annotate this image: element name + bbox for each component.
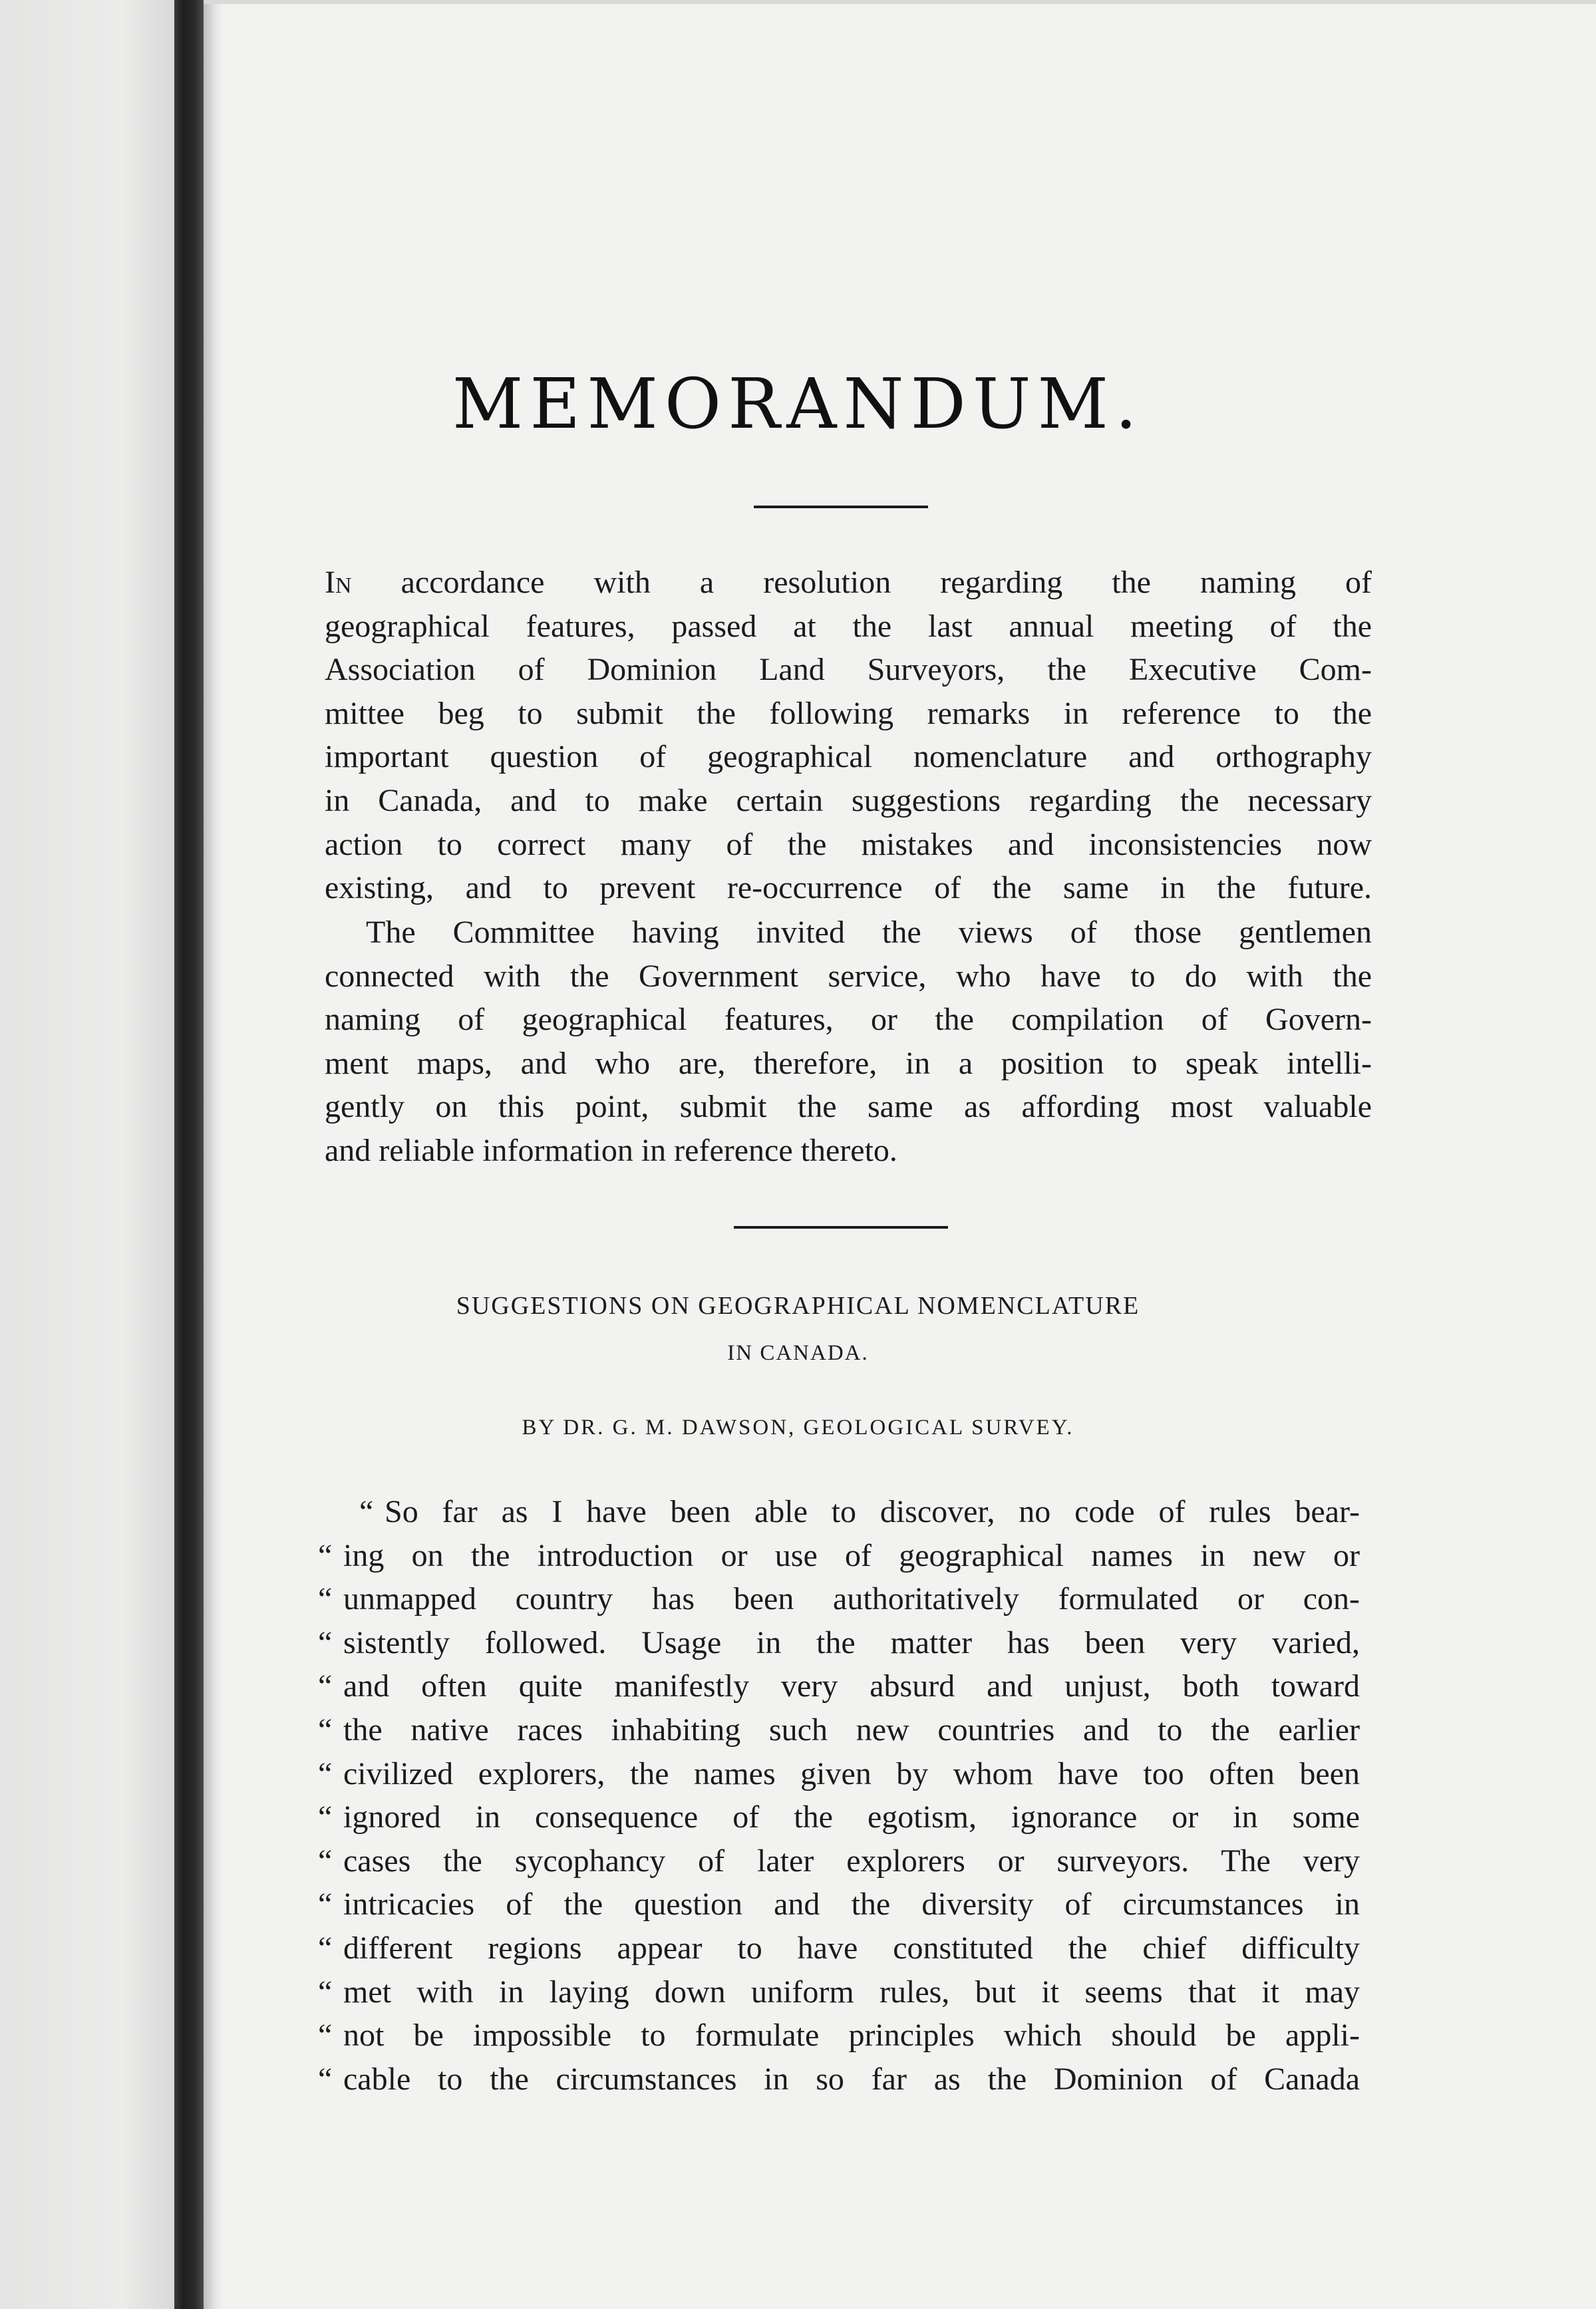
quote-line [318, 1621, 1360, 1665]
text-line: connected with the Government service, who have to do with the [325, 958, 1372, 994]
quote-text: not be impossible to formulate principles which should be appli- [343, 2018, 1360, 2054]
quote-mark: “ [318, 1930, 333, 1966]
quote-line [318, 1664, 1360, 1708]
quote-line [318, 1534, 1360, 1578]
quote-text: cable to the circumstances in so far as the Dominion of Canada [343, 2061, 1360, 2097]
quote-line [318, 1708, 1360, 1752]
quote-mark: “ [318, 1537, 333, 1573]
quote-mark: “ [318, 1799, 333, 1835]
binding-shadow [204, 0, 224, 2309]
quote-line [318, 2014, 1360, 2058]
quote-text: ing on the introduction or use of geographical names in new or [343, 1537, 1360, 1573]
quote-line [318, 1752, 1360, 1796]
quote-mark: “ [318, 2018, 333, 2054]
text-line: action to correct many of the mistakes and inconsistencies now [325, 826, 1372, 862]
paragraph-1 [325, 561, 1372, 910]
quote-mark: “ [318, 1887, 333, 1923]
quote-text: and often quite manifestly very absurd and unjust, both toward [343, 1668, 1360, 1704]
quote-mark: “ [318, 1974, 333, 2010]
quote-line [318, 1795, 1360, 1839]
quote-text: intricacies of the question and the diversity of circumstances in [343, 1887, 1360, 1923]
quote-mark: “ [318, 1668, 333, 1704]
section-rule [734, 1226, 948, 1229]
lead-word: In [325, 565, 352, 600]
text-line: The Committee having invited the views of those gentlemen [366, 915, 1372, 950]
text-line: in Canada, and to make certain suggestions regarding the necessary [325, 782, 1372, 818]
quote-text: sistently followed. Usage in the matter has been very varied, [343, 1624, 1360, 1660]
text-line: ment maps, and who are, therefore, in a position to speak intelli- [325, 1045, 1372, 1081]
byline: BY DR. G. M. DAWSON, GEOLOGICAL SURVEY. [522, 1416, 1074, 1440]
text-line [325, 561, 1372, 605]
quote-line [318, 1490, 1360, 1534]
top-edge [204, 0, 1596, 4]
quote-mark: “ [318, 1843, 333, 1879]
quote-text: cases the sycophancy of later explorers or surveyors. The very [343, 1843, 1360, 1879]
quote-text: the native races inhabiting such new countries and to the earlier [343, 1712, 1360, 1748]
quote-text: unmapped country has been authoritatively formulated or con- [343, 1581, 1360, 1617]
quote-mark: “ [318, 2061, 333, 2097]
line-text: accordance with a resolution regarding the naming of [400, 565, 1372, 600]
quote-text: met with in laying down uniform rules, but it seems that it may [343, 1974, 1360, 2010]
quote-text: different regions appear to have constituted the chief difficulty [343, 1930, 1360, 1966]
paragraph-2 [325, 911, 1372, 1173]
quote-mark: “ [318, 1712, 333, 1748]
section-title: SUGGESTIONS ON GEOGRAPHICAL NOMENCLATURE [456, 1292, 1140, 1320]
text-line: geographical features, passed at the last annual meeting of the [325, 608, 1372, 644]
quote-line [318, 1926, 1360, 1970]
text-line: mittee beg to submit the following remarks in reference to the [325, 695, 1372, 731]
text-line: important question of geographical nomenclature and orthography [325, 739, 1372, 775]
left-margin [0, 0, 174, 2309]
text-line: and reliable information in reference thereto. [325, 1132, 897, 1168]
quote-line [318, 1577, 1360, 1621]
quote-line [318, 1970, 1360, 2014]
text-line: naming of geographical features, or the compilation of Govern- [325, 1002, 1372, 1038]
quote-text: ignored in consequence of the egotism, ignorance or in some [343, 1799, 1360, 1835]
quote-text: civilized explorers, the names given by whom have too often been [343, 1756, 1360, 1791]
quote-mark: “ [318, 1624, 333, 1660]
quote-mark: “ [359, 1494, 374, 1529]
section-subtitle: IN CANADA. [727, 1341, 869, 1365]
quote-line [318, 2058, 1360, 2101]
title-rule [754, 506, 928, 508]
quote-line [318, 1883, 1360, 1926]
quote-text: So far as I have been able to discover, no code of rules bear- [385, 1494, 1360, 1529]
quote-mark: “ [318, 1756, 333, 1791]
binding-edge [174, 0, 204, 2309]
quote-line [318, 1839, 1360, 1883]
quote-mark: “ [318, 1581, 333, 1617]
text-line: existing, and to prevent re-occurrence of the same in the future. [325, 870, 1372, 906]
text-line: gently on this point, submit the same as affording most valuable [325, 1089, 1372, 1125]
page-title: MEMORANDUM. [452, 363, 1144, 444]
quoted-passage [318, 1490, 1360, 2101]
text-line: Association of Dominion Land Surveyors, the Executive Com- [325, 652, 1372, 688]
